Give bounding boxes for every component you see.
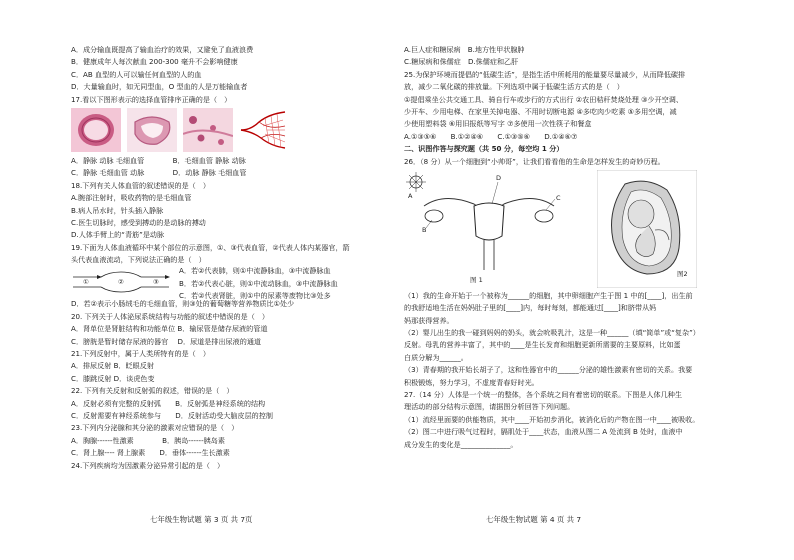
q26-figures — [404, 170, 749, 288]
text-line: C.糖尿病和侏儒症 D.侏儒症和乙肝 — [404, 57, 519, 67]
text-line: C．反射需要有神经系统参与 D．反射活动受大脑皮层的控制 — [71, 410, 273, 420]
text-line: 妈那获得营养。 — [404, 315, 454, 325]
text-line: （2）图二中进行吸气过程时，膈肌处于____状态，血液从图二 A 处流到 B 处时，血液中 — [404, 427, 683, 437]
text-line: C．AB 血型的人可以输任何血型的人的血 — [71, 69, 202, 79]
text-line: 21.下列反射中，属于人类所特有的是（ ） — [71, 349, 210, 359]
text-line: 22. 下列有关反射和反射弧的叙述，错误的是（ ） — [71, 386, 234, 396]
fig2-caption: 图2 — [677, 269, 688, 278]
capillary-image — [183, 108, 233, 152]
text-line: B.病人吊水时，针头插入静脉 — [71, 205, 164, 215]
artery-cross-section-image — [71, 108, 121, 152]
text-line: （1）我的生命开始于一个被称为______的细胞，其中卵细胞产生于图 1 中的[____]，出生前 — [404, 290, 693, 300]
text-line: A．反射必须有完整的反射弧 B．反射弧是神经系统的结构 — [71, 398, 266, 408]
text-line: 27.（14 分）人体是一个统一的整体，各个系统之间有着密切的联系。下图是人体几种生 — [404, 390, 682, 400]
text-line: D．若②表示小肠绒毛的毛细血管，则③处的葡萄糖等营养物质比①处少 — [71, 299, 295, 309]
text-line: A．肾单位是肾脏结构和功能单位 B．输尿管是储存尿液的管道 — [71, 324, 268, 334]
text-line: （2）婴儿出生的我一碰到妈妈的奶头，就会吮吸乳汁，这是一种______（填“简单”或“复杂”） — [404, 328, 700, 338]
capillary-network-image — [239, 108, 289, 152]
text-line: 19.下面为人体血液循环中某个部位的示意图，①、③代表血管，②代表人体内某器官，箭 — [71, 242, 350, 252]
text-line: 少开车、少用电梯、在家里关掉电器、不用时切断电源 ④多吃肉少吃素 ⑤多用空调，减 — [404, 106, 677, 116]
text-line: D．大量输血时，如无同型血，O 型血的人是万能输血者 — [71, 82, 248, 92]
text-line: A．排尿反射 B．眨眼反射 — [71, 361, 154, 371]
fig1-label-d: D — [496, 173, 502, 182]
question-26-intro: 26．（8 分）从一个细胞到“小帅哥”，让我们看看他的生命是怎样发生的奇妙历程。 — [404, 156, 665, 166]
text-line: 理活动的部分结构示意图，请据图分析回答下列问题。 — [404, 402, 575, 412]
text-line: A．若②代表肺，则①中流静脉血，③中流静脉血 — [179, 266, 331, 276]
text-line: A．成分输血既提高了输血治疗的效果，又避免了血液浪费 — [71, 45, 254, 54]
fetus-in-uterus-figure — [597, 170, 697, 288]
organ-2-label: ② — [118, 278, 124, 287]
text-line: 的我舒适地生活在妈妈肚子里的[____]内，每时每刻，都能通过[____]和脐带从妈 — [404, 303, 657, 313]
right-column — [404, 44, 749, 451]
text-line: C．膝跳反射 D．谈虎色变 — [71, 373, 155, 383]
text-line: B．健康成年人每次献血 200-300 毫升不会影响健康 — [71, 57, 238, 67]
text-line: （1）流经里面要的供能物质，其中____开始初步消化，被消化后的产物在图一中____被吸收。 — [404, 414, 700, 424]
text-line: 白质分解为______。 — [404, 352, 468, 362]
fig1-caption: 图 1 — [470, 275, 483, 284]
text-line: A．胸腺------性激素 B．胰岛------胰岛素 — [71, 435, 225, 445]
text-line: ①提倡乘坐公共交通工具、骑自行车或步行的方式出行 ②农田秸秆焚烧处理 ③少开空调、 — [404, 94, 683, 104]
text-line: 反射。母乳的营养丰富了，其中的____是生长发育和细胞更新所需要的主要原料，比如蛋 — [404, 340, 681, 350]
fig1-label-c: C — [556, 193, 561, 202]
text-line: 17.看以下图形表示的选择血管排序正确的是（ ） — [71, 94, 232, 104]
text-line: 20. 下列关于人体泌尿系统结构与功能的叙述中错误的是（ ） — [71, 311, 269, 321]
circulation-diagram-row — [71, 266, 391, 301]
fig1-label-a: A — [408, 191, 413, 200]
text-line: 积极锻炼，努力学习，不虚度青春好时光。 — [404, 377, 539, 387]
vessel-3-label: ③ — [153, 278, 159, 287]
blood-flow-diagram — [71, 268, 171, 296]
text-line: 成分发生的变化是______________。 — [404, 439, 518, 449]
text-line: D.人体手臂上的“青筋”是动脉 — [71, 230, 165, 240]
text-line: A.腕部注射时，吸收药物的是毛细血管 — [71, 193, 192, 203]
section-heading: 二、识图作答与探究题（共 50 分，每空均 1 分） — [404, 144, 564, 154]
text-line: A.巨人症和糖尿病 B.地方性甲状腺肿 — [404, 45, 525, 54]
text-line: 23.下列内分泌腺和其分泌的激素对应错误的是（ ） — [71, 423, 239, 433]
text-line: 头代表血液流动，下列说法正确的是（ ） — [71, 255, 206, 265]
text-line: （3）青春期的我开始长胡子了，这和性器官中的______分泌的雄性激素有密切的关系。我要 — [404, 365, 693, 375]
text-line: 少使用塑料袋 ⑥用旧报纸等写字 ⑦多使用一次性筷子和餐盒 — [404, 119, 592, 129]
text-line: C．静脉 毛细血管 动脉 D．动脉 静脉 毛细血管 — [71, 168, 247, 178]
text-line: C.医生切脉时，感受到搏动的是动脉的搏动 — [71, 217, 206, 227]
left-page-footer: 七年级生物试题 第 3 页 共 7页 — [150, 515, 253, 524]
vein-cross-section-image — [127, 108, 177, 152]
fig1-label-b: B — [422, 225, 427, 234]
text-line: A．静脉 动脉 毛细血管 B．毛细血管 静脉 动脉 — [71, 155, 246, 165]
blood-vessel-figures — [71, 108, 391, 152]
text-line: B．若②代表心脏，则①中流动脉血，③中流静脉血 — [179, 278, 338, 288]
text-line: C．肾上腺---- 肾上腺素 D．垂体------生长激素 — [71, 448, 230, 458]
female-reproductive-system-figure — [404, 170, 589, 288]
right-page-footer: 七年级生物试题 第 4 页 共 7 — [486, 515, 582, 524]
text-line: A.①③⑤⑥ B.①②④⑥ C.①③⑤⑥ D.①④⑥⑦ — [404, 131, 578, 141]
text-line: C．若②代表肾脏，则①中的尿素等废物比③处多 — [179, 291, 331, 301]
text-line: 18.下列有关人体血管的叙述错误的是（ ） — [71, 180, 210, 190]
text-line: 放，减少二氧化碳的排放量。下列选项中属于低碳生活方式的是（ ） — [404, 82, 624, 92]
text-line: 24.下列疾病均为因激素分泌异常引起的是（ ） — [71, 460, 225, 470]
left-column — [71, 44, 391, 472]
text-line: 25.为保护环境而提倡的“低碳生活”，是指生活中所耗用的能量要尽量减少，从而降低碳排 — [404, 69, 686, 79]
text-line: C．膀胱是暂时储存尿液的器官 D．尿道是排出尿液的通道 — [71, 336, 262, 346]
vessel-1-label: ① — [83, 278, 89, 287]
